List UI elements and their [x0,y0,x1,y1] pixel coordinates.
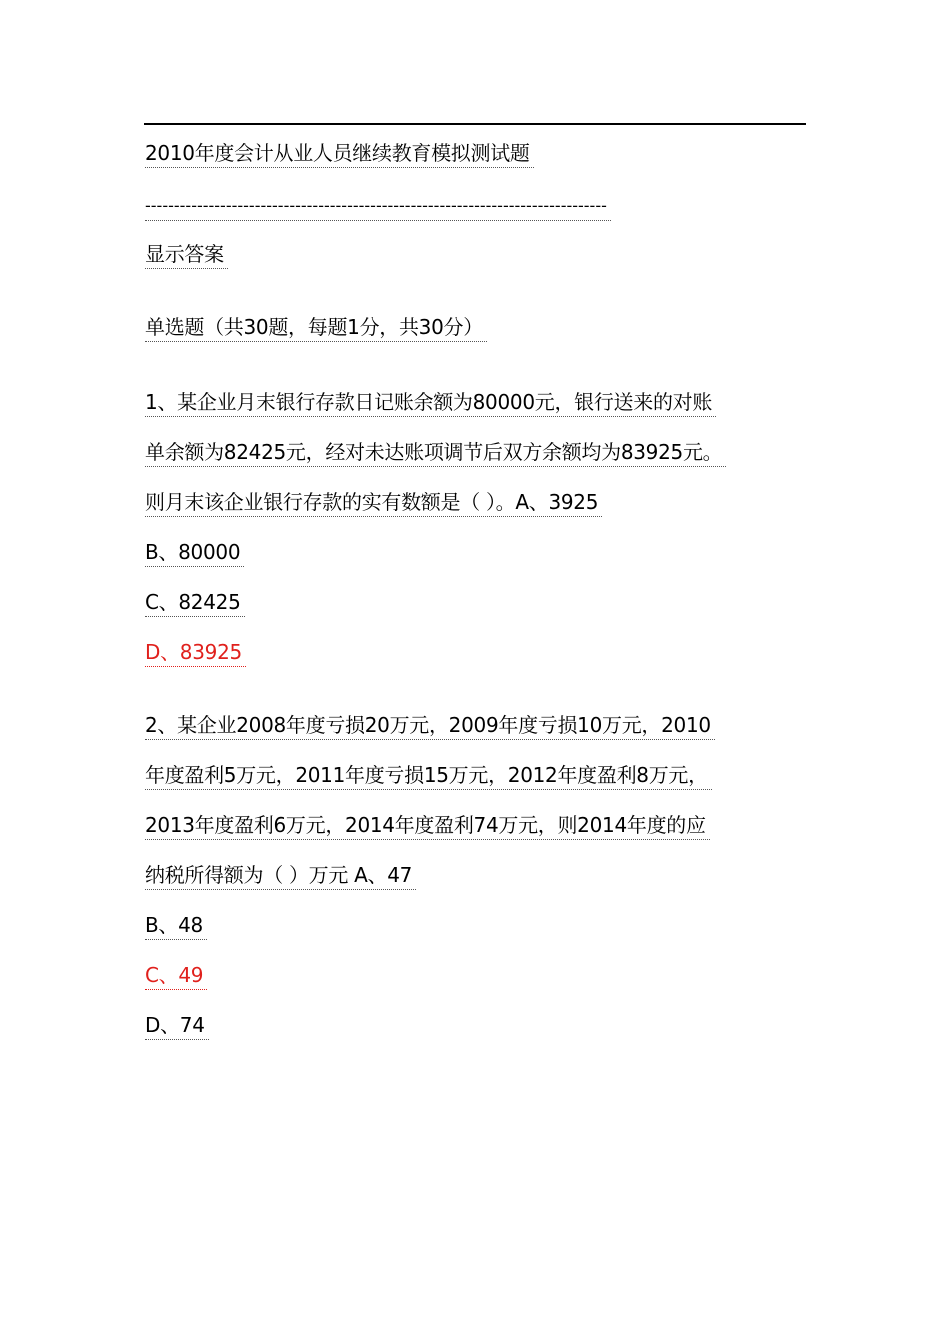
question-2-option-d[interactable]: D、74 [145,1012,209,1040]
question-2-stem-line-2: 年度盈利5万元，2011年度亏损15万元，2012年度盈利8万元， [145,762,712,790]
question-2-option-c-correct[interactable]: C、49 [145,962,207,990]
top-rule [144,123,806,125]
question-1-option-b[interactable]: B、80000 [145,539,244,567]
question-2-stem-line-3: 2013年度盈利6万元，2014年度盈利74万元，则2014年度的应 [145,812,710,840]
question-2-stem-line-4: 纳税所得额为（ ）万元 A、47 [145,862,416,890]
question-1-stem-line-3: 则月末该企业银行存款的实有数额是（ ）。A、3925 [145,489,602,517]
show-answers-link[interactable]: 显示答案 [145,241,228,269]
separator-line: -------------------------------------------------------------------------------- [145,193,611,221]
question-1-stem-line-2: 单余额为82425元，经对未达账项调节后双方余额均为83925元。 [145,439,726,467]
question-2-option-b[interactable]: B、48 [145,912,207,940]
question-1-option-c[interactable]: C、82425 [145,589,245,617]
question-1-option-d-correct[interactable]: D、83925 [145,639,246,667]
section-heading: 单选题（共30题，每题1分，共30分） [145,314,487,342]
question-2-stem-line-1: 2、某企业2008年度亏损20万元，2009年度亏损10万元，2010 [145,712,715,740]
question-1-stem-line-1: 1、某企业月末银行存款日记账余额为80000元，银行送来的对账 [145,389,716,417]
document-title: 2010年度会计从业人员继续教育模拟测试题 [145,140,534,168]
